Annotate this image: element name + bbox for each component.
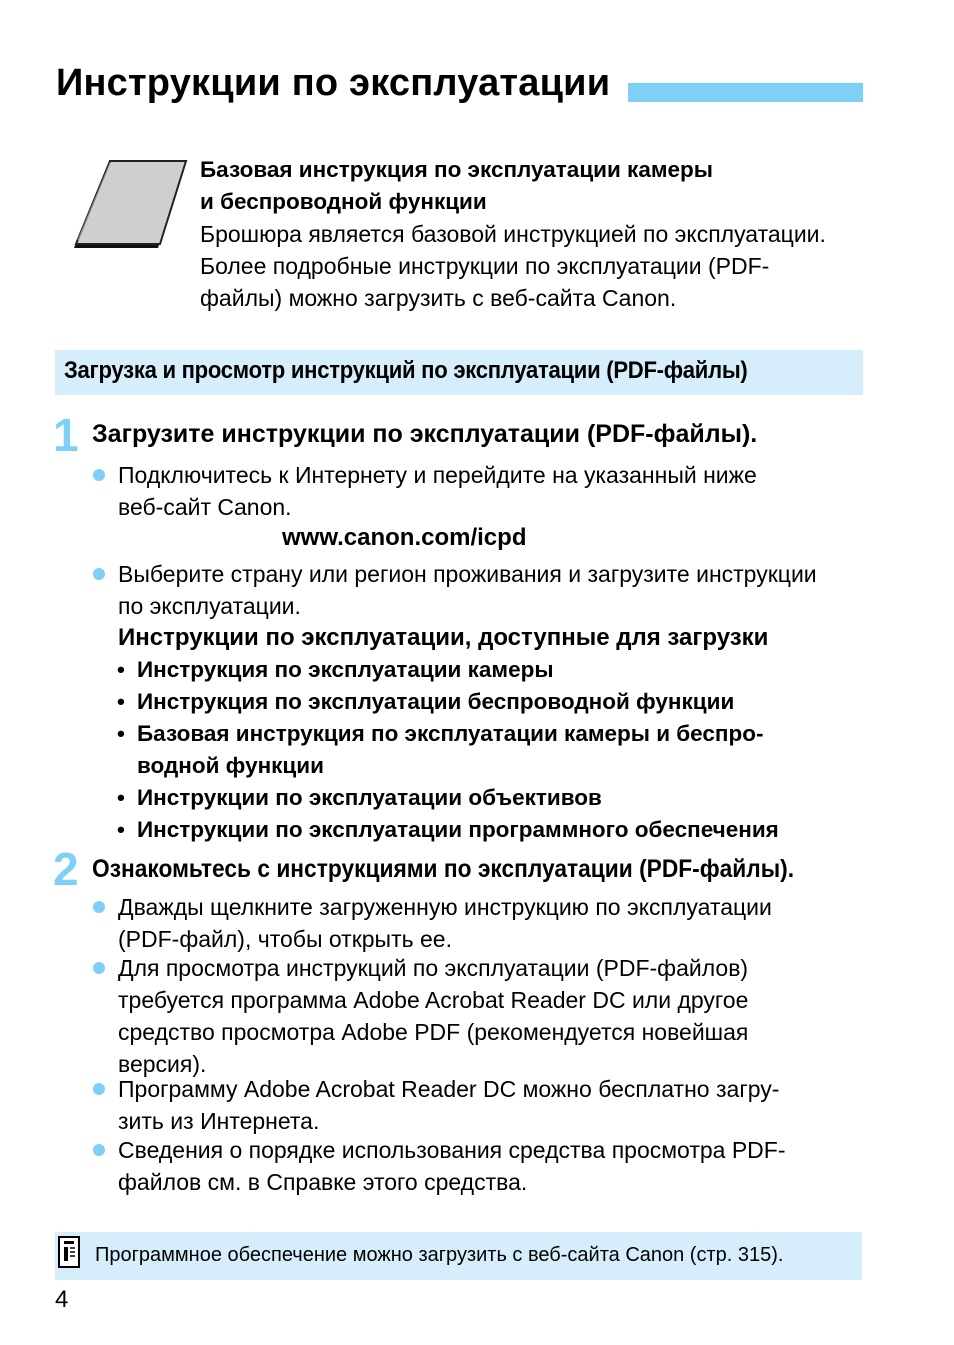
bullet-line: Сведения о порядке использования средства просмотра PDF- <box>118 1137 786 1163</box>
intro-line: Брошюра является базовой инструкцией по эксплуатации. <box>200 221 826 247</box>
step-1-bullet <box>118 459 868 523</box>
page-title: Инструкции по эксплуатации <box>56 62 611 104</box>
step-2-bullet <box>118 1073 868 1137</box>
manual-list-item: • Инструкции по эксплуатации программного обеспечения <box>137 814 877 846</box>
intro-line: файлы) можно загрузить с веб-сайта Canon. <box>200 285 677 311</box>
manual-list-item: • Инструкция по эксплуатации беспроводной функции <box>137 686 877 718</box>
step-1-title: Загрузите инструкции по эксплуатации (PDF-файлы). <box>92 420 758 448</box>
intro-block <box>200 154 890 314</box>
step-2-title: Ознакомьтесь с инструкциями по эксплуатации (PDF-файлы). <box>92 855 795 883</box>
intro-heading-line2: и беспроводной функции <box>200 189 487 214</box>
step-2-bullet <box>118 891 868 955</box>
note-text: Программное обеспечение можно загрузить с веб-сайта Canon (стр. 315). <box>95 1244 784 1266</box>
bullet-line: Подключитесь к Интернету и перейдите на указанный ниже <box>118 462 757 488</box>
download-url[interactable]: www.canon.com/icpd <box>282 524 527 551</box>
step-1-number: 1 <box>53 409 79 461</box>
available-manuals-title: Инструкции по эксплуатации, доступные для загрузки <box>118 624 769 651</box>
manual-list-item: • Инструкции по эксплуатации объективов <box>137 782 877 814</box>
manual-list-item: • Базовая инструкция по эксплуатации камеры и беспро- <box>137 718 877 750</box>
page-number: 4 <box>55 1286 69 1313</box>
step-2-number: 2 <box>53 843 79 895</box>
section-title: Загрузка и просмотр инструкций по эксплуатации (PDF-файлы) <box>64 357 748 384</box>
bullet-line: файлов см. в Справке этого средства. <box>118 1169 528 1195</box>
manual-list-item: • Инструкция по эксплуатации камеры <box>137 654 877 686</box>
step-2-bullet <box>118 1134 868 1198</box>
bullet-line: требуется программа Adobe Acrobat Reader DC или другое <box>118 987 749 1013</box>
note-icon <box>58 1236 80 1268</box>
bullet-line: зить из Интернета. <box>118 1108 320 1134</box>
step-2-bullet <box>118 952 868 1080</box>
bullet-line: Дважды щелкните загруженную инструкцию по эксплуатации <box>118 894 772 920</box>
title-accent-bar <box>628 83 863 102</box>
bullet-line: Программу Adobe Acrobat Reader DC можно бесплатно загру- <box>118 1076 780 1102</box>
bullet-line: (PDF-файл), чтобы открыть ее. <box>118 926 452 952</box>
bullet-line: Для просмотра инструкций по эксплуатации (PDF-файлов) <box>118 955 749 981</box>
manual-list-item-continued: водной функции <box>137 753 324 778</box>
booklet-icon <box>70 160 188 252</box>
bullet-line: средство просмотра Adobe PDF (рекомендуется новейшая <box>118 1019 749 1045</box>
bullet-line: веб-сайт Canon. <box>118 494 292 520</box>
intro-line: Более подробные инструкции по эксплуатации (PDF- <box>200 253 770 279</box>
bullet-line: Выберите страну или регион проживания и загрузите инструкции <box>118 561 817 587</box>
intro-heading-line1: Базовая инструкция по эксплуатации камеры <box>200 157 713 182</box>
bullet-line: по эксплуатации. <box>118 593 301 619</box>
bullet-line: версия). <box>118 1051 207 1077</box>
step-1-bullet <box>118 558 878 622</box>
